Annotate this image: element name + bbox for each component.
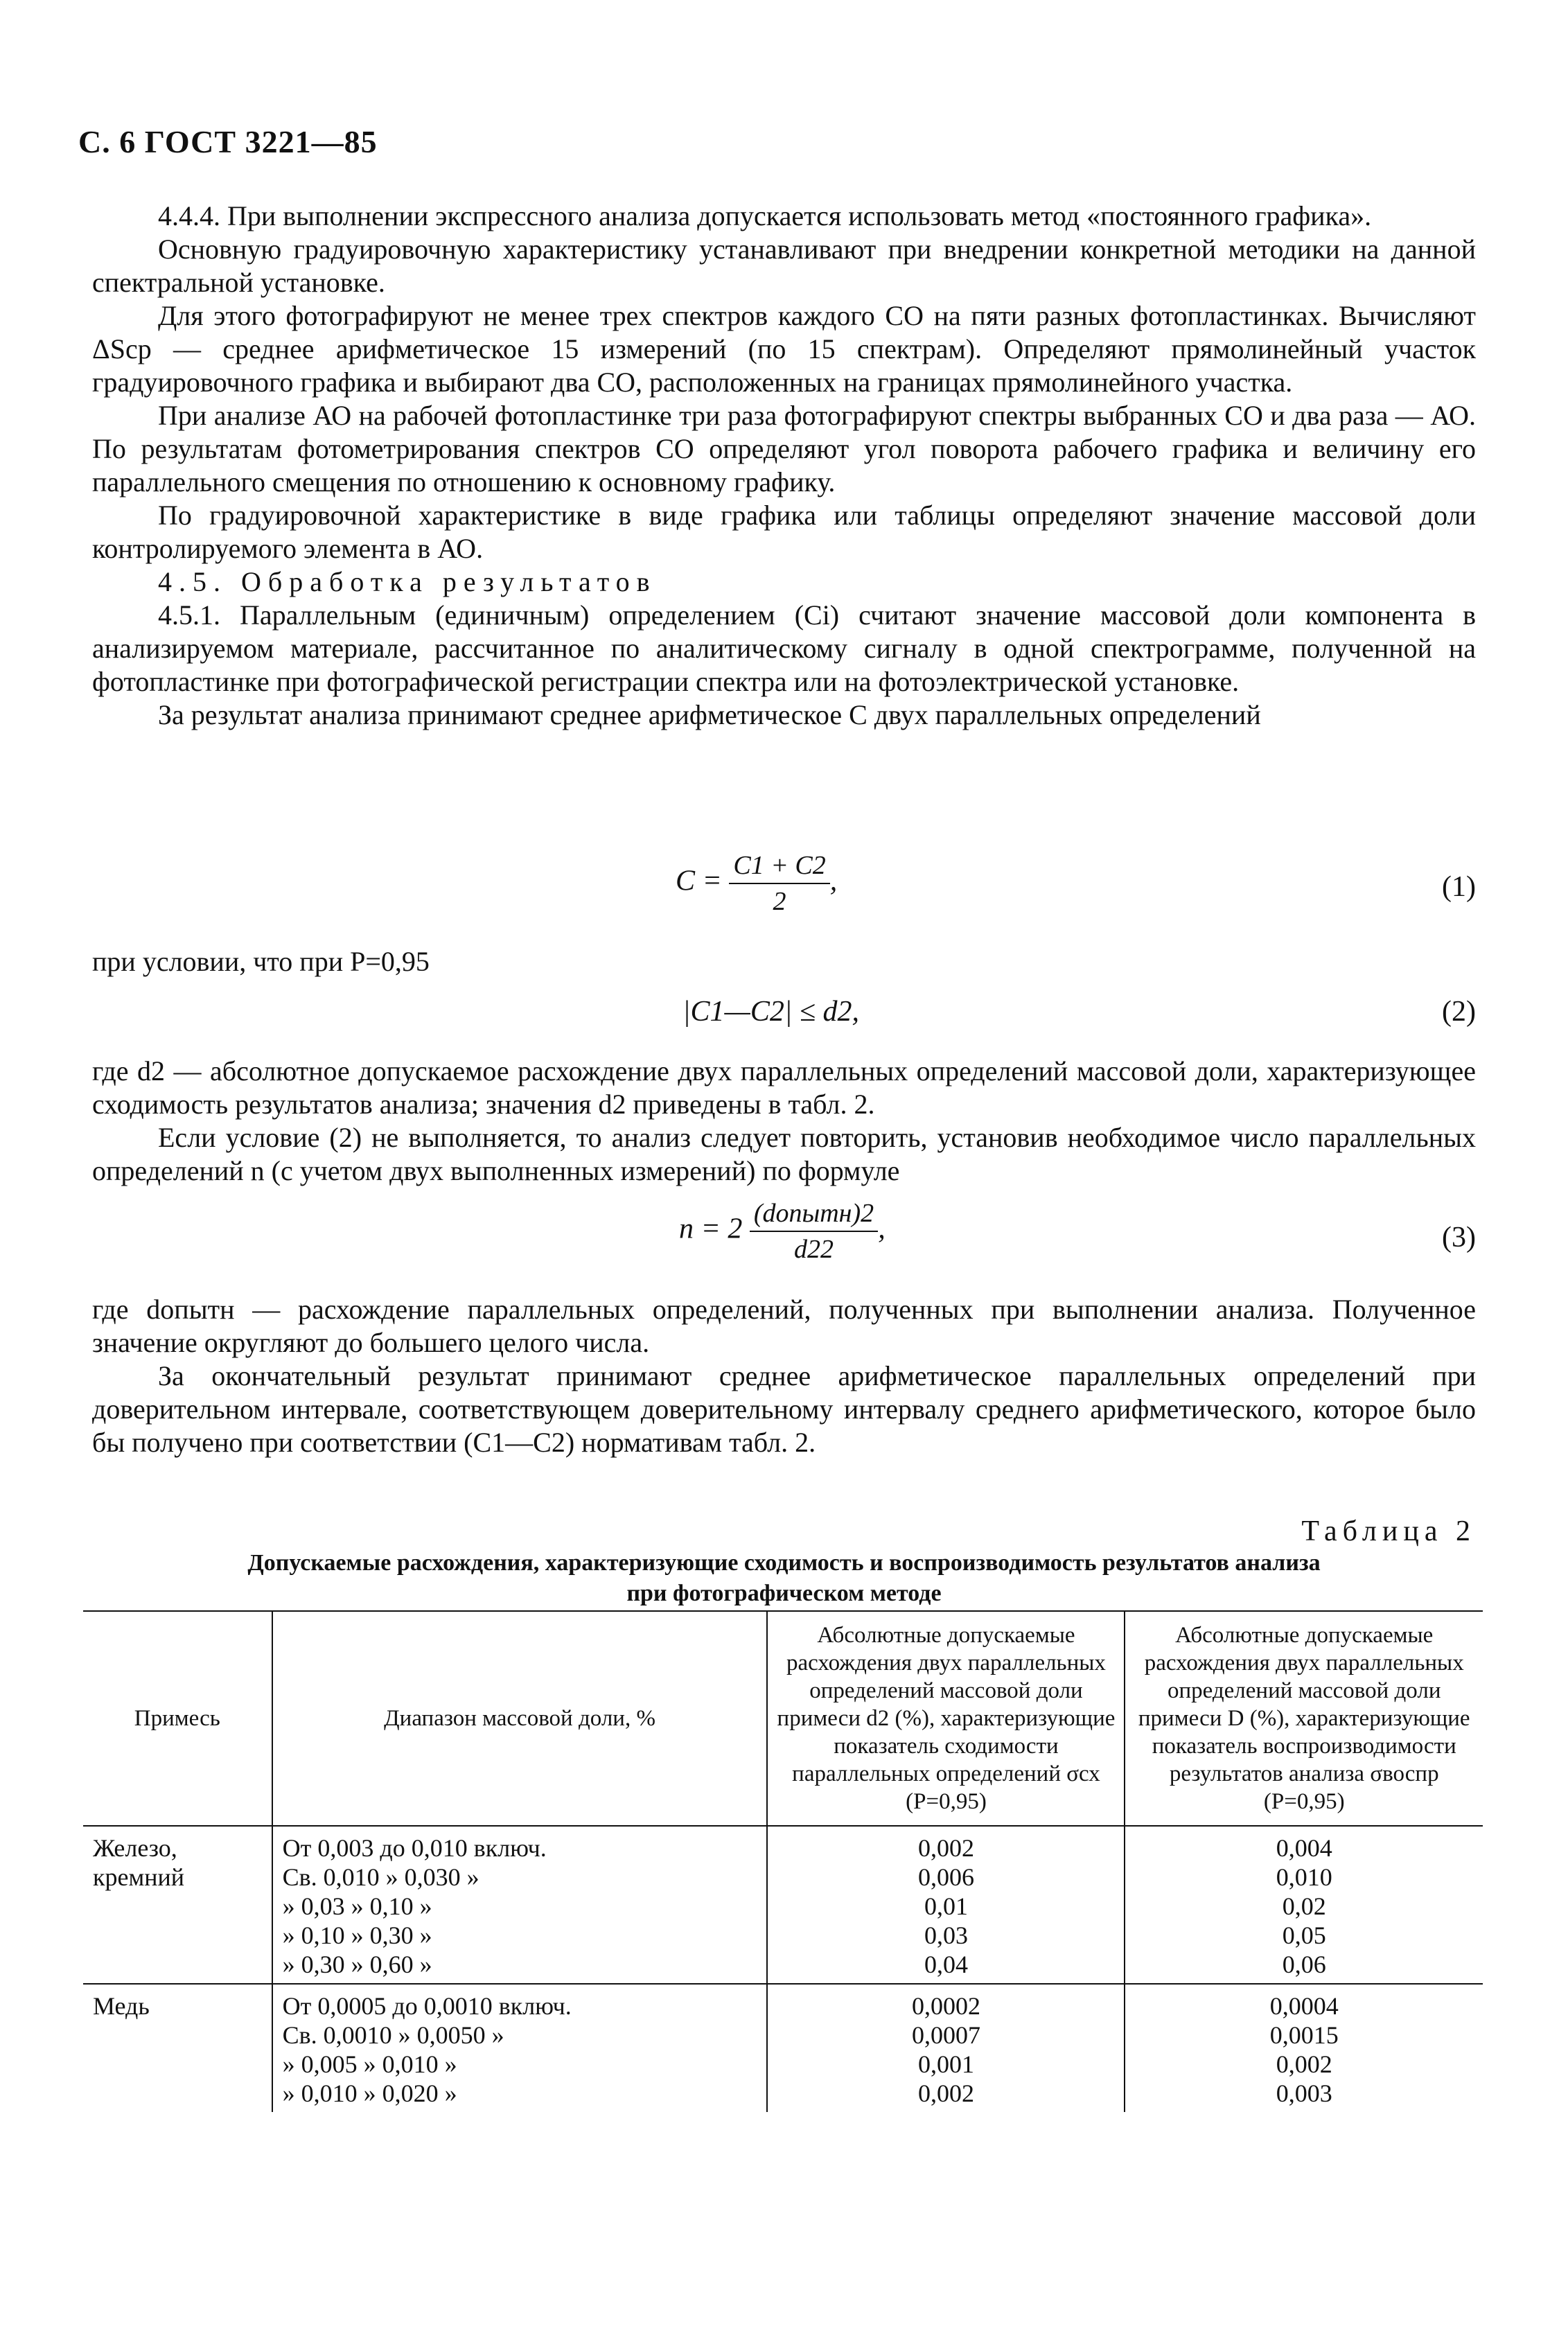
range-value: Св. 0,010 » 0,030 » xyxy=(282,1863,479,1891)
formula-1-tail: , xyxy=(829,865,838,897)
tolerance-table xyxy=(83,1610,1483,2112)
paragraph-mass-fraction: По градуировочной характеристике в виде графика или таблицы определяют значение массовой доли контролируемого элемента в АО. xyxy=(92,500,1476,564)
formula-1-number: (1) xyxy=(1442,871,1476,903)
D-value: 0,003 xyxy=(1276,2079,1332,2107)
page-header: С. 6 ГОСТ 3221—85 xyxy=(78,124,378,159)
range-value: » 0,005 » 0,010 » xyxy=(282,2050,457,2078)
range-value: Св. 0,0010 » 0,0050 » xyxy=(282,2021,504,2049)
cell-impurity: Медь xyxy=(93,1992,150,2020)
section-heading-4-5: 4.5. Обработка результатов xyxy=(158,566,657,597)
body-text-middle xyxy=(92,1055,1476,1188)
formula-3-tail: , xyxy=(878,1213,886,1245)
range-value: » 0,010 » 0,020 » xyxy=(282,2079,457,2107)
body-text-bottom xyxy=(92,1293,1476,1459)
formula-2-number: (2) xyxy=(1442,996,1476,1028)
paragraph-ao-analysis: При анализе АО на рабочей фотопластинке три раза фотографируют спектры выбранных СО и два раза — АО. По результатам фотометрирования спектров СО определяют угол поворота рабочего графика и величину его параллельного смещения по отношению к основному графику. xyxy=(92,400,1476,498)
formula-1-fraction xyxy=(729,850,829,917)
paragraph-d-opytn-definition: где dопытн — расхождение параллельных определений, полученных при выполнении анализа. Полученное значение округляют до большего целого числа. xyxy=(92,1294,1476,1358)
D-value: 0,05 xyxy=(1282,1921,1326,1949)
formula-3-fraction xyxy=(750,1197,878,1265)
cell-d2-values xyxy=(767,1984,1125,2112)
cell-d2-values xyxy=(767,1826,1125,1984)
range-value: От 0,0005 до 0,0010 включ. xyxy=(282,1992,572,2020)
header-D: Абсолютные допускаемые расхождения двух параллельных определений массовой доли примеси D (%), характеризующие показатель воспроизводимости результатов анализа σвоспр (P=0,95) xyxy=(1125,1611,1483,1826)
D-value: 0,0015 xyxy=(1269,2021,1339,2049)
paragraph-photograph-spectra: Для этого фотографируют не менее трех спектров каждого СО на пяти разных фотопластинках. Вычисляют ΔSср — среднее арифметическое 15 измерений (по 15 спектрам). Определяют прямолинейный участок градуировочного графика и выбирают два СО, расположенных на границах прямолинейного участка. xyxy=(92,300,1476,398)
cell-ranges xyxy=(272,1984,768,2112)
d2-value: 0,0002 xyxy=(911,1992,980,2020)
paragraph-condition: при условии, что при P=0,95 xyxy=(92,946,430,977)
d2-value: 0,04 xyxy=(924,1951,968,1978)
formula-1-denominator: 2 xyxy=(773,887,786,916)
header-impurity: Примесь xyxy=(83,1611,272,1826)
d2-value: 0,002 xyxy=(917,2079,974,2107)
paragraph-result-mean: За результат анализа принимают среднее арифметическое C двух параллельных определений xyxy=(158,699,1261,730)
paragraph-4-5-1: 4.5.1. Параллельным (единичным) определением (Ci) считают значение массовой доли компонента в анализируемом материале, рассчитанное по аналитическому сигналу в одной спектрограмме, полученной на фотопластинке при фотографической регистрации спектра или на фотоэлектрической установке. xyxy=(92,599,1476,697)
D-value: 0,0004 xyxy=(1269,1992,1339,2020)
formula-3-denominator: d22 xyxy=(794,1235,834,1264)
range-value: » 0,03 » 0,10 » xyxy=(282,1892,432,1920)
paragraph-4-4-4: 4.4.4. При выполнении экспрессного анализа допускается использовать метод «постоянного графика». xyxy=(158,200,1372,231)
cell-impurity: Железо, кремний xyxy=(83,1826,272,1984)
d2-value: 0,002 xyxy=(917,1834,974,1862)
d2-value: 0,01 xyxy=(924,1892,968,1920)
D-value: 0,002 xyxy=(1276,2050,1332,2078)
formula-2: |C1—C2| ≤ d2, xyxy=(682,996,860,1028)
formula-1-numerator: C1 + C2 xyxy=(729,850,829,884)
range-value: От 0,003 до 0,010 включ. xyxy=(282,1834,547,1862)
table-label: Таблица 2 xyxy=(1301,1515,1476,1547)
header-d2: Абсолютные допускаемые расхождения двух параллельных определений массовой доли примеси d2 (%), характеризующие показатель сходимости параллельных определений σсх (P=0,95) xyxy=(767,1611,1125,1826)
d2-value: 0,006 xyxy=(917,1863,974,1891)
D-value: 0,010 xyxy=(1276,1863,1332,1891)
body-text-top xyxy=(92,200,1476,732)
paragraph-final-result: За окончательный результат принимают среднее арифметическое параллельных определений при доверительном интервале, соответствующем доверительному интервалу среднего арифметического, которое было бы получено при соответствии (C1—C2) нормативам табл. 2. xyxy=(92,1360,1476,1458)
d2-value: 0,0007 xyxy=(911,2021,980,2049)
paragraph-d2-definition: где d2 — абсолютное допускаемое расхождение двух параллельных определений массовой доли, характеризующее сходимость результатов анализа; значения d2 приведены в табл. 2. xyxy=(92,1055,1476,1120)
d2-value: 0,03 xyxy=(924,1921,968,1949)
table-title-line-1: Допускаемые расхождения, характеризующие сходимость и воспроизводимость результатов анализа xyxy=(247,1550,1321,1576)
table-row xyxy=(83,1826,1483,1984)
formula-3-numerator: (dопытн)2 xyxy=(750,1197,878,1232)
formula-3 xyxy=(679,1197,886,1265)
D-value: 0,06 xyxy=(1282,1951,1326,1978)
cell-D-values xyxy=(1125,1984,1483,2112)
D-value: 0,02 xyxy=(1282,1892,1326,1920)
d2-value: 0,001 xyxy=(917,2050,974,2078)
cell-D-values xyxy=(1125,1826,1483,1984)
body-text-condition xyxy=(92,945,1476,978)
cell-ranges xyxy=(272,1826,768,1984)
range-value: » 0,10 » 0,30 » xyxy=(282,1921,432,1949)
header-range: Диапазон массовой доли, % xyxy=(272,1611,768,1826)
paragraph-main-calibration: Основную градуировочную характеристику устанавливают при внедрении конкретной методики на данной спектральной установке. xyxy=(92,234,1476,298)
formula-1 xyxy=(676,850,837,917)
range-value: » 0,30 » 0,60 » xyxy=(282,1951,432,1978)
formula-3-number: (3) xyxy=(1442,1222,1476,1253)
table-title-line-2: при фотографическом методе xyxy=(626,1581,942,1606)
D-value: 0,004 xyxy=(1276,1834,1332,1862)
table-header-row xyxy=(83,1611,1483,1826)
formula-1-lhs: C = xyxy=(676,865,722,897)
paragraph-repeat-analysis: Если условие (2) не выполняется, то анализ следует повторить, установив необходимое число параллельных определений n (с учетом двух выполненных измерений) по формуле xyxy=(92,1122,1476,1186)
formula-3-lhs: n = 2 xyxy=(679,1213,743,1245)
table-row xyxy=(83,1984,1483,2112)
